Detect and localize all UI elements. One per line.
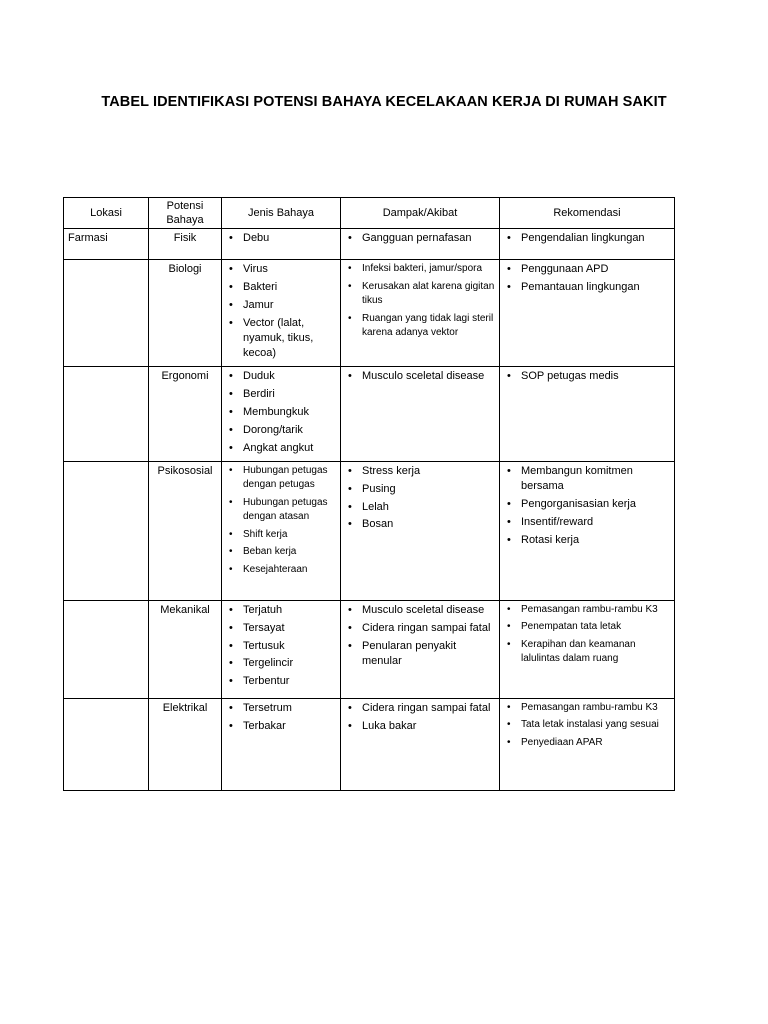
table-row <box>64 229 675 260</box>
cell-lokasi <box>64 367 149 461</box>
hazard-table <box>63 197 675 791</box>
cell-rekomendasi <box>500 229 675 260</box>
list-item: • SOP petugas medis <box>504 369 670 384</box>
list-item: • Vector (lalat, nyamuk, tikus, kecoa) <box>226 316 336 362</box>
jenis-list <box>226 464 336 578</box>
list-item: • Terbentur <box>226 674 336 689</box>
cell-potensi-bahaya: Elektrikal <box>149 698 222 790</box>
cell-potensi-bahaya: Biologi <box>149 260 222 367</box>
table-row <box>64 367 675 461</box>
list-item: • Duduk <box>226 369 336 384</box>
cell-lokasi <box>64 698 149 790</box>
table-header-row <box>64 198 675 229</box>
cell-jenis <box>222 260 341 367</box>
list-item: • Angkat angkut <box>226 441 336 456</box>
list-item: • Insentif/reward <box>504 515 670 530</box>
list-item: • Penempatan tata letak <box>504 620 670 635</box>
list-item: • Membungkuk <box>226 405 336 420</box>
list-item: • Cidera ringan sampai fatal <box>345 701 495 716</box>
list-item: • Rotasi kerja <box>504 533 670 548</box>
rekomendasi-list <box>504 369 670 384</box>
cell-lokasi: Farmasi <box>64 229 149 260</box>
header-rekomendasi: Rekomendasi <box>500 198 675 229</box>
cell-dampak <box>341 698 500 790</box>
jenis-list <box>226 701 336 734</box>
list-item: • Jamur <box>226 298 336 313</box>
cell-lokasi <box>64 260 149 367</box>
list-item: • Kerapihan dan keamanan lalulintas dalam ruang <box>504 638 670 667</box>
list-item: • Lelah <box>345 500 495 515</box>
cell-jenis <box>222 229 341 260</box>
dampak-list <box>345 701 495 734</box>
list-item: • Ruangan yang tidak lagi steril karena adanya vektor <box>345 312 495 341</box>
dampak-list <box>345 262 495 341</box>
list-item: • Tersetrum <box>226 701 336 716</box>
jenis-list <box>226 369 336 456</box>
table-row <box>64 698 675 790</box>
jenis-list <box>226 262 336 362</box>
cell-lokasi <box>64 461 149 600</box>
list-item: • Debu <box>226 231 336 246</box>
list-item: • Kerusakan alat karena gigitan tikus <box>345 280 495 309</box>
list-item: • Bosan <box>345 517 495 532</box>
list-item: • Dorong/tarik <box>226 423 336 438</box>
header-lokasi: Lokasi <box>64 198 149 229</box>
list-item: • Pusing <box>345 482 495 497</box>
table-row <box>64 260 675 367</box>
header-potensi-bahaya: Potensi Bahaya <box>149 198 222 229</box>
list-item: • Terbakar <box>226 719 336 734</box>
list-item: • Kesejahteraan <box>226 563 336 578</box>
cell-jenis <box>222 600 341 698</box>
list-item: • Virus <box>226 262 336 277</box>
cell-dampak <box>341 461 500 600</box>
list-item: • Berdiri <box>226 387 336 402</box>
cell-potensi-bahaya: Fisik <box>149 229 222 260</box>
document-title: TABEL IDENTIFIKASI POTENSI BAHAYA KECELAKAAN KERJA DI RUMAH SAKIT <box>101 94 667 110</box>
rekomendasi-list <box>504 464 670 548</box>
list-item: • Pengendalian lingkungan <box>504 231 670 246</box>
rekomendasi-list <box>504 701 670 751</box>
dampak-list <box>345 231 495 246</box>
cell-dampak <box>341 600 500 698</box>
cell-jenis <box>222 698 341 790</box>
list-item: • Luka bakar <box>345 719 495 734</box>
cell-jenis <box>222 461 341 600</box>
list-item: • Penularan penyakit menular <box>345 639 495 670</box>
cell-lokasi <box>64 600 149 698</box>
cell-potensi-bahaya: Ergonomi <box>149 367 222 461</box>
rekomendasi-list <box>504 262 670 295</box>
list-item: • Hubungan petugas dengan atasan <box>226 496 336 525</box>
list-item: • Tersayat <box>226 621 336 636</box>
dampak-list <box>345 369 495 384</box>
cell-dampak <box>341 229 500 260</box>
cell-rekomendasi <box>500 461 675 600</box>
cell-jenis <box>222 367 341 461</box>
list-item: • Tata letak instalasi yang sesuai <box>504 718 670 733</box>
rekomendasi-list <box>504 231 670 246</box>
table-row <box>64 600 675 698</box>
dampak-list <box>345 464 495 533</box>
cell-rekomendasi <box>500 600 675 698</box>
list-item: • Tergelincir <box>226 656 336 671</box>
cell-rekomendasi <box>500 367 675 461</box>
list-item: • Cidera ringan sampai fatal <box>345 621 495 636</box>
list-item: • Terjatuh <box>226 603 336 618</box>
list-item: • Pemasangan rambu-rambu K3 <box>504 603 670 618</box>
list-item: • Infeksi bakteri, jamur/spora <box>345 262 495 277</box>
rekomendasi-list <box>504 603 670 667</box>
list-item: • Penyediaan APAR <box>504 736 670 751</box>
cell-potensi-bahaya: Psikososial <box>149 461 222 600</box>
dampak-list <box>345 603 495 670</box>
list-item: • Penggunaan APD <box>504 262 670 277</box>
cell-dampak <box>341 260 500 367</box>
cell-rekomendasi <box>500 698 675 790</box>
list-item: • Pemantauan lingkungan <box>504 280 670 295</box>
list-item: • Gangguan pernafasan <box>345 231 495 246</box>
cell-potensi-bahaya: Mekanikal <box>149 600 222 698</box>
list-item: • Pengorganisasian kerja <box>504 497 670 512</box>
list-item: • Hubungan petugas dengan petugas <box>226 464 336 493</box>
list-item: • Tertusuk <box>226 639 336 654</box>
list-item: • Membangun komitmen bersama <box>504 464 670 495</box>
cell-rekomendasi <box>500 260 675 367</box>
header-dampak-akibat: Dampak/Akibat <box>341 198 500 229</box>
jenis-list <box>226 231 336 246</box>
list-item: • Shift kerja <box>226 528 336 543</box>
jenis-list <box>226 603 336 690</box>
cell-dampak <box>341 367 500 461</box>
list-item: • Musculo sceletal disease <box>345 603 495 618</box>
list-item: • Bakteri <box>226 280 336 295</box>
table-row <box>64 461 675 600</box>
list-item: • Musculo sceletal disease <box>345 369 495 384</box>
list-item: • Stress kerja <box>345 464 495 479</box>
list-item: • Pemasangan rambu-rambu K3 <box>504 701 670 716</box>
list-item: • Beban kerja <box>226 545 336 560</box>
header-jenis-bahaya: Jenis Bahaya <box>222 198 341 229</box>
